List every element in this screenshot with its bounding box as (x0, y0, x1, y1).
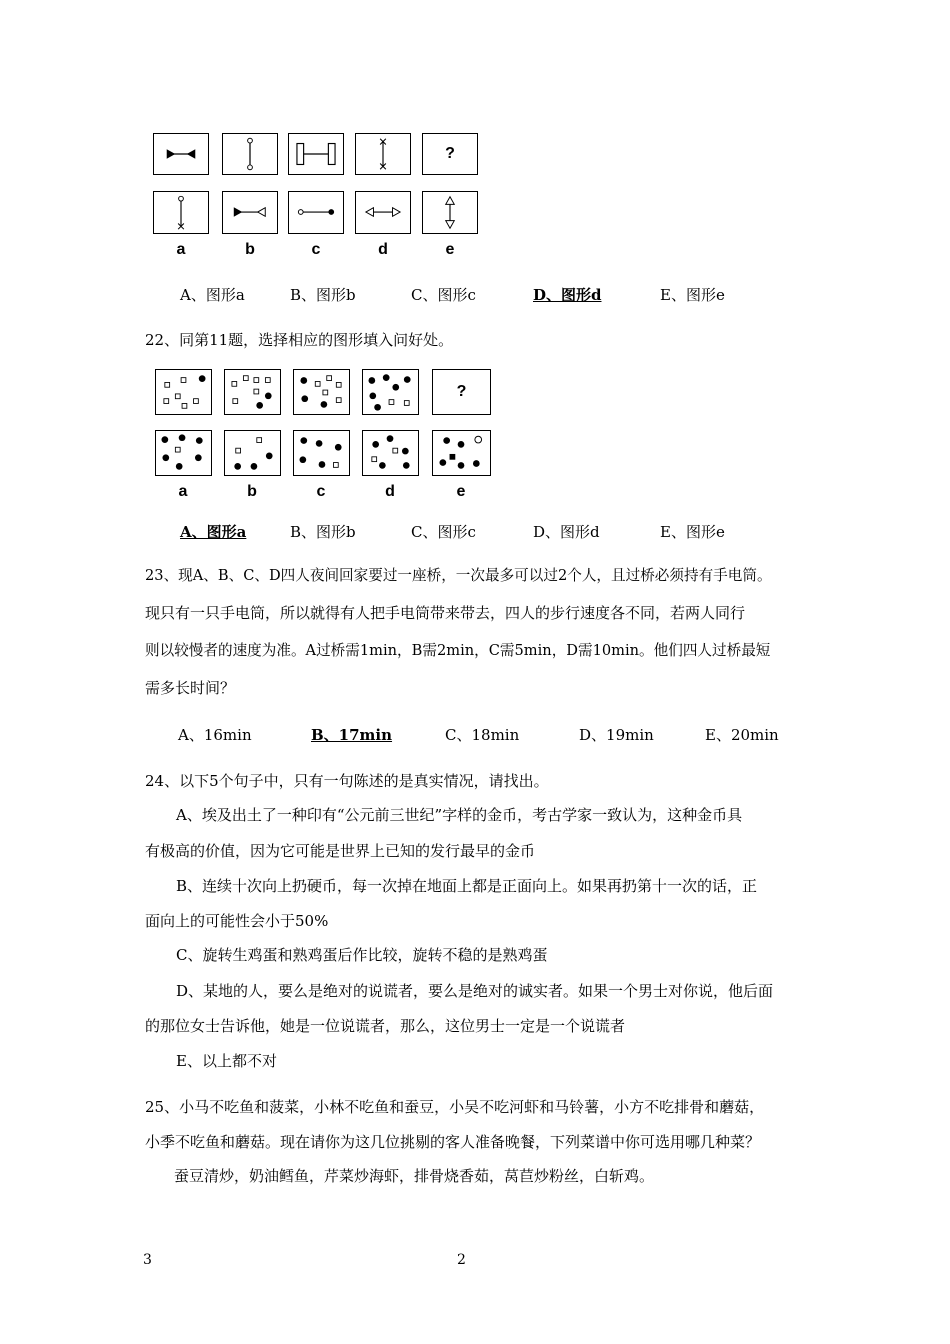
q22-option-figure-b (224, 430, 281, 476)
q21-option-letter-a: a (176, 241, 186, 258)
q24-line-3: B、连续十次向上扔硬币，每一次掉在地面上都是正面向上。如果再扔第十一次的话，正 (176, 877, 758, 895)
q23-line-4: 需多长时间？ (145, 679, 236, 697)
q21-option-letter-d: d (378, 241, 388, 258)
q25-line-1: 25、小马不吃鱼和菠菜，小林不吃鱼和蚕豆，小吴不吃河虾和马铃薯，小方不吃排骨和蘑菇， (145, 1098, 765, 1116)
q22-sequence-figure-3 (293, 369, 350, 415)
q22-option-letter-a: a (178, 483, 188, 500)
q22-choice-b: B、图形b (290, 523, 356, 541)
q24-line-7: 的那位女士告诉他，她是一位说谎者，那么，这位男士一定是一个说谎者 (145, 1017, 626, 1035)
q22-option-figure-d (362, 430, 419, 476)
q24-line-6: D、某地的人，要么是绝对的说谎者，要么是绝对的诚实者。如果一个男士对你说，他后面 (176, 982, 774, 1000)
q21-option-letter-c: c (311, 241, 321, 258)
q25-line-3: 蚕豆清炒，奶油鳕鱼，芹菜炒海虾，排骨烧香茹，莴苣炒粉丝，白斩鸡。 (174, 1167, 655, 1185)
q22-option-figure-c (293, 430, 350, 476)
q22-stem: 22、同第11题，选择相应的图形填入问好处。 (145, 331, 454, 349)
q23-choice-a: A、16min (178, 726, 252, 744)
q22-option-figure-a (155, 430, 212, 476)
q22-option-figure-e (432, 430, 491, 476)
q23-line-3: 则以较慢者的速度为准。A过桥需1min，B需2min，C需5min，D需10min。他们四人过桥最短 (145, 642, 771, 659)
q23-choice-e: E、20min (705, 726, 779, 744)
q21-option-figure-d (355, 191, 411, 234)
q24-line-2: 有极高的价值，因为它可能是世界上已知的发行最早的金币 (145, 842, 536, 860)
q24-line-5: C、旋转生鸡蛋和熟鸡蛋后作比较，旋转不稳的是熟鸡蛋 (176, 946, 548, 964)
q22-sequence-figure-4 (362, 369, 419, 415)
q21-choice-b: B、图形b (290, 286, 356, 304)
q22-sequence-figure-1 (155, 369, 212, 415)
q21-sequence-figure-1 (153, 133, 209, 175)
q21-unknown-figure (422, 133, 478, 175)
q22-unknown-figure (432, 369, 491, 415)
footer-left-number: 3 (143, 1252, 152, 1268)
q22-option-letter-c: c (316, 483, 326, 500)
q24-line-4: 面向上的可能性会小于50% (145, 912, 329, 930)
q24-line-1: A、埃及出土了一种印有“公元前三世纪”字样的金币，考古学家一致认为，这种金币具 (176, 806, 743, 824)
q22-option-letter-d: d (385, 483, 395, 500)
question-mark: ? (456, 383, 467, 400)
q22-choice-e: E、图形e (660, 523, 725, 541)
q21-sequence-figure-4 (355, 133, 411, 175)
q21-option-letter-e: e (445, 241, 455, 258)
q24-stem: 24、以下5个句子中，只有一句陈述的是真实情况，请找出。 (145, 772, 549, 790)
q21-sequence-figure-3 (288, 133, 344, 175)
q21-choice-e: E、图形e (660, 286, 725, 304)
q21-choice-d-answer: D、图形d (533, 286, 602, 304)
q22-choice-c: C、图形c (411, 523, 476, 541)
q22-sequence-figure-2 (224, 369, 281, 415)
q25-line-2: 小季不吃鱼和蘑菇。现在请你为这几位挑剔的客人准备晚餐，下列菜谱中你可选用哪几种菜？ (145, 1133, 761, 1151)
q23-line-1: 23、现A、B、C、D四人夜间回家要过一座桥，一次最多可以过2个人，且过桥必须持有手电筒。 (145, 567, 772, 584)
page-number: 2 (457, 1252, 466, 1268)
q23-choice-b-answer: B、17min (311, 726, 393, 744)
q21-option-figure-c (288, 191, 344, 234)
q23-choice-d: D、19min (579, 726, 654, 744)
q24-line-8: E、以上都不对 (176, 1052, 277, 1070)
q22-option-letter-e: e (456, 483, 466, 500)
q21-choice-a: A、图形a (180, 286, 245, 304)
q21-choice-c: C、图形c (411, 286, 476, 304)
q22-choice-a-answer: A、图形a (180, 523, 247, 541)
q21-option-figure-a (153, 191, 209, 234)
q21-sequence-figure-2 (222, 133, 278, 175)
q23-line-2: 现只有一只手电筒，所以就得有人把手电筒带来带去，四人的步行速度各不同，若两人同行 (145, 604, 746, 622)
question-mark: ? (445, 145, 455, 162)
q21-option-letter-b: b (245, 241, 255, 258)
q21-option-figure-b (222, 191, 278, 234)
q22-choice-d: D、图形d (533, 523, 600, 541)
q21-option-figure-e (422, 191, 478, 234)
q22-option-letter-b: b (247, 483, 257, 500)
q23-choice-c: C、18min (445, 726, 520, 744)
